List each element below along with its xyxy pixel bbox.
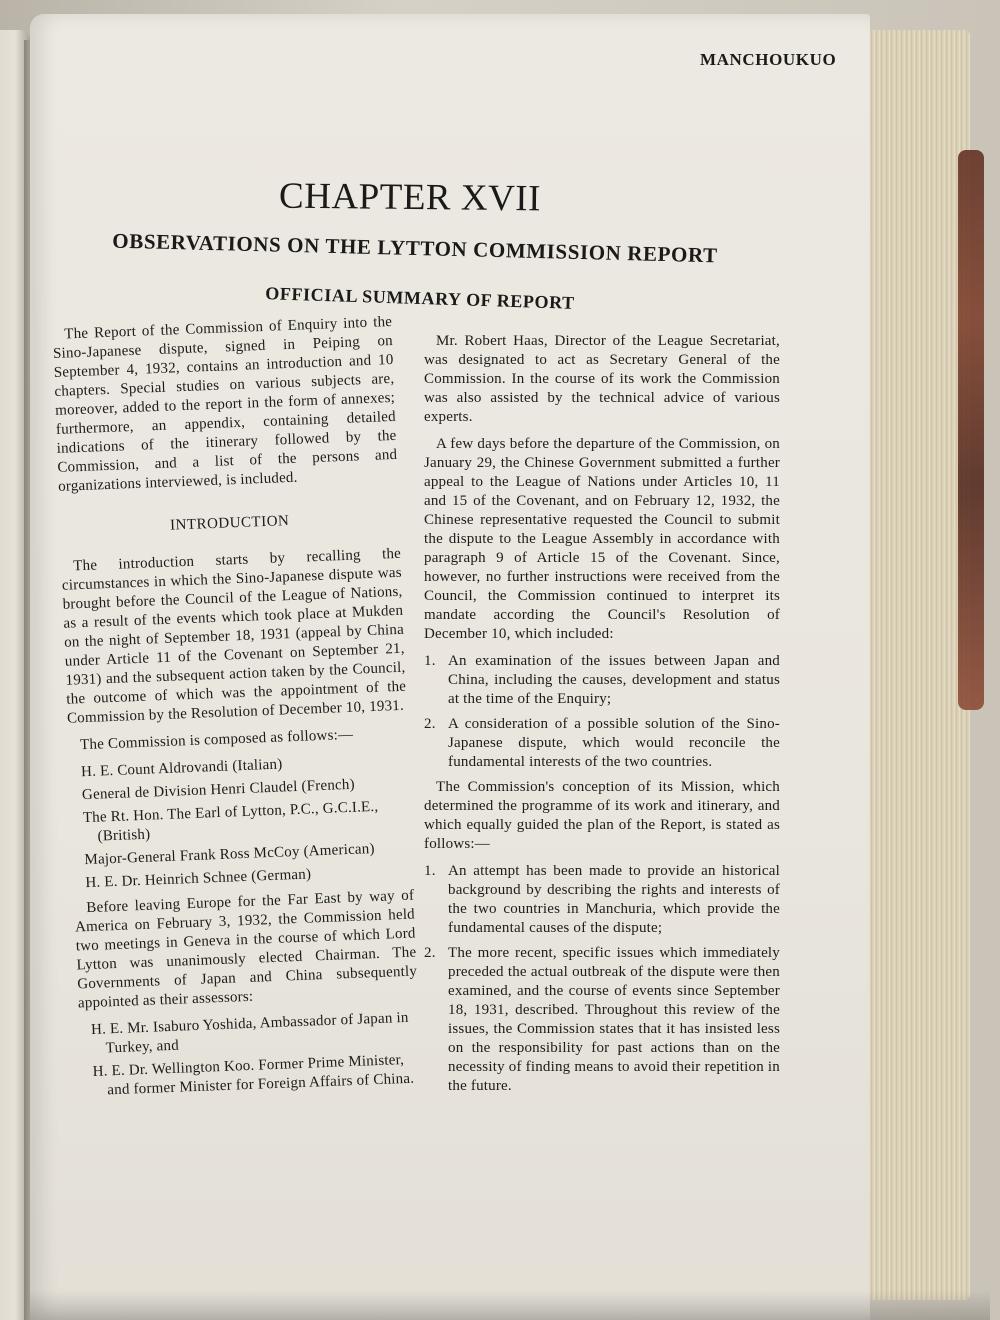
haas-paragraph: Mr. Robert Haas, Director of the League Secretariat, was designated to act as Secretary General of the Commission. In the course of its work the Commission was also assisted by the technical advice of various experts. [424,333,780,425]
page-edge-stain [958,150,984,710]
intro-paragraph: The Report of the Commission of Enquiry into the Sino-Japanese dispute, signed in Peiping on September 4, 1932, contains an introduction and 10 chapters. Special studies on various subjects are, moreover, added to the report in the form of annexes; furthermore, an appendix, containing detailed indications of the itinerary followed by the Commission, and a list of the persons and organizations interviewed, is included. [52,313,398,495]
mandate-item-text: A consideration of a possible solution of the Sino-Japanese dispute, which would reconcile the fundamental interests of the two countries. [448,716,780,770]
appeal-paragraph: A few days before the departure of the Commission, on January 29, the Chinese Government submitted a further appeal to the League of Nations under Articles 10, 11 and 15 of the Covenant, and on February 12, 1932, the Chinese representative requested the Council to submit the dispute to the League Assembly in accordance with paragraph 9 of Article 15 of the Covenant. Since, however, no further instructions were received from the Council, the Commission continued to interpret its mandate according the Council's Resolution of December 10, which included: [424,436,780,642]
member-mccoy: Major-General Frank Ross McCoy (American) [84,841,375,869]
conception-paragraph: The Commission's conception of its Mission, which determined the programme of its work and itinerary, and which equally guided the plan of the Report, is stated as follows:— [424,779,780,852]
mandate-item [424,715,780,772]
mandate-item-number: 1. [424,653,436,669]
main-heading: OBSERVATIONS ON THE LYTTON COMMISSION REPORT [112,228,718,268]
summary-heading: OFFICIAL SUMMARY OF REPORT [265,283,576,313]
mandate-item-number: 2. [424,716,436,732]
plan-item [424,944,780,1096]
member-claudel: General de Division Henri Claudel (French) [81,776,356,804]
plan-item-number: 1. [424,863,436,879]
composition-lead: The Commission is composed as follows:— [79,726,354,754]
running-head: MANCHOUKUO [700,50,837,69]
chapter-title: CHAPTER XVII [278,175,542,220]
bottom-shadow [30,1290,990,1320]
plan-item-text: An attempt has been made to provide an historical background by describing the rights and interests of the two countries in Manchuria, which provide the fundamental causes of the dispute; [448,863,780,936]
assessor-koo: H. E. Dr. Wellington Koo. Former Prime Minister, and former Minister for Foreign Affairs of China. [92,1052,415,1099]
member-schnee: H. E. Dr. Heinrich Schnee (German) [85,866,312,892]
introduction-subheading: INTRODUCTION [169,513,290,534]
plan-item-text: The more recent, specific issues which immediately preceded the actual outbreak of the dispute were then examined, and the course of events since September 18, 1931, described. Throughout this review of the issues, the Commission states that it has insisted less on the responsibility for past actions than on the necessity of finding means to avoid their repetition in the future. [448,945,780,1094]
member-aldrovandi: H. E. Count Aldrovandi (Italian) [80,756,283,781]
member-lytton: The Rt. Hon. The Earl of Lytton, P.C., G.C.I.E., (British) [82,798,379,845]
geneva-paragraph: Before leaving Europe for the Far East by way of America on February 3, 1932, the Commission held two meetings in Geneva in the course of which Lord Lytton was unanimously elected Chairman. The Governments of Japan and China subsequently appointed as their assessors: [74,887,418,1012]
mandate-item-text: An examination of the issues between Japan and China, including the causes, development and status at the time of the Enquiry; [448,653,780,707]
page-edges [858,30,970,1300]
plan-item-number: 2. [424,945,436,961]
right-column [424,332,780,1102]
mandate-item [424,652,780,709]
plan-item [424,862,780,938]
introduction-paragraph: The introduction starts by recalling the circumstances in which the Sino-Japanese dispute was brought before the Council of the League of Nations, as a result of the events which took place at Mukden on the night of September 18, 1931 (appeal by China under Article 11 of the Covenant on September 21, 1931) and the subsequent action taken by the Council, the outcome of which was the appointment of the Commission by the Resolution of December 10, 1931. [61,545,407,727]
assessor-yoshida: H. E. Mr. Isaburo Yoshida, Ambassador of Japan in Turkey, and [90,1009,409,1057]
left-column [52,313,422,1105]
